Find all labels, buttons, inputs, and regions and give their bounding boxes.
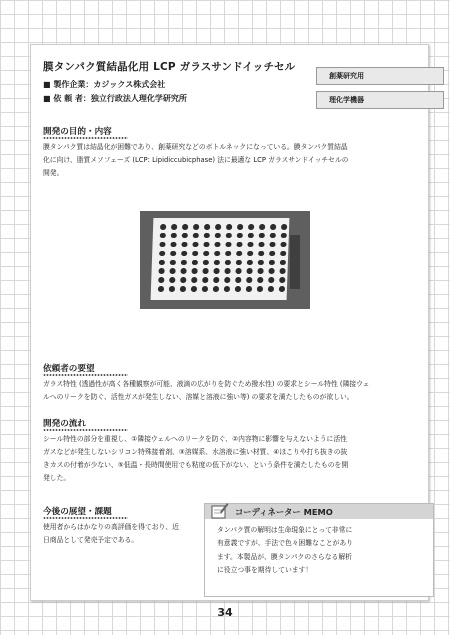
well-dot [203,251,209,257]
well-dot [202,277,208,283]
document-title: 膜タンパク質結晶化用 LCP ガラスサンドイッチセル [43,61,296,73]
well-dot [170,251,176,257]
manufacturer-line: ■ 製作企業：カジックス株式会社 [43,80,166,89]
well-dot [270,224,276,230]
text-line: 発した。 [43,474,71,482]
well-plate-image [140,211,310,309]
well-dot [281,224,287,230]
well-dot [279,268,285,274]
well-dot [258,242,264,248]
well-dot [193,233,199,239]
section-heading-flow-text: 開発の流れ [43,419,86,429]
well-dot [268,277,274,283]
well-dot [192,251,198,257]
well-dot [191,286,197,292]
well-dot [202,268,208,274]
well-dot [269,251,275,257]
well-dot [269,260,275,266]
text-line: 化に向け、脂質メソフェーズ (LCP: Lipidiccubicphase) 法に最適な LCP ガラスサンドイッチセルの [43,156,349,164]
well-dot [181,260,187,266]
well-dot [215,224,221,230]
well-dot [204,233,210,239]
well-dot [213,268,219,274]
well-dot [180,268,186,274]
well-dot [181,251,187,257]
well-dot [235,277,241,283]
well-dot [258,260,264,266]
well-dot [247,242,253,248]
well-dot [169,286,175,292]
dotted-divider [43,374,128,376]
well-dot [226,233,232,239]
flow-text [43,433,418,485]
text-line: 開発。 [43,169,64,177]
well-dot [247,260,253,266]
well-dot [213,277,219,283]
memo-header [205,504,433,519]
text-line: 使用者からはかなりの高評価を得ており、近 [43,523,179,531]
well-dot [224,268,230,274]
well-dot [159,251,165,257]
well-dot [160,224,166,230]
well-dot [193,224,199,230]
well-dot [258,251,264,257]
text-line: ガスなどが発生しないシリコン特殊接着剤、③溶媒系、水溶液に強い材質、④ほこりや打ち抜きの抜 [43,448,348,456]
well-dot [246,277,252,283]
section-heading-request [43,362,95,374]
tag-drug-discovery: 創薬研究用 [316,67,444,85]
well-dot [203,242,209,248]
dotted-divider [43,429,128,431]
well-dot [204,224,210,230]
well-dot [169,277,175,283]
request-text [43,378,418,404]
well-dot [224,286,230,292]
well-dot [171,233,177,239]
plate-edge [290,235,300,289]
well-dot [160,233,166,239]
well-dot [236,260,242,266]
well-dot [213,286,219,292]
well-dot [170,242,176,248]
page-number: 34 [217,606,233,619]
well-dot [225,242,231,248]
well-dot [269,242,275,248]
well-dot [170,260,176,266]
text-line: 膜タンパク質は結晶化が困難であり、創薬研究などのボトルネックになっている。膜タンパク質結晶 [43,143,348,151]
well-dot [169,268,175,274]
well-dot [180,277,186,283]
well-dot [235,268,241,274]
purpose-text [43,141,418,180]
section-heading-request-text: 依頼者の要望 [43,364,95,374]
well-dot [192,260,198,266]
well-dot [236,242,242,248]
well-dot [214,242,220,248]
text-line: ガラス特性 (透過性が高く各種観察が可能、液滴の広がりを防ぐため撥水性) の要求とシール特性 (隣接ウェ [43,380,370,388]
well-dot [171,224,177,230]
text-line: 有意義ですが、手法で色々困難なことがあり [217,539,353,548]
well-dot [257,286,263,292]
well-dot [246,268,252,274]
well-dot [191,268,197,274]
well-dot [268,286,274,292]
well-grid [158,224,290,295]
memo-text [217,524,427,577]
well-dot [158,277,164,283]
well-dot [225,260,231,266]
well-dot [237,233,243,239]
well-dot [191,277,197,283]
well-dot [281,233,287,239]
requester-line: ■ 依 頼 者：独立行政法人理化学研究所 [43,94,187,103]
well-dot [259,233,265,239]
well-dot [237,224,243,230]
well-dot [180,286,186,292]
well-dot [280,242,286,248]
well-dot [235,286,241,292]
well-dot [159,260,165,266]
tag-lab-equipment: 理化学機器 [316,91,444,109]
well-dot [159,242,165,248]
well-dot [248,233,254,239]
well-dot [257,268,263,274]
text-line: きカスの付着が少ない、⑤低温・長時間使用でも粘度の低下がない、という条件を満たしたものを開 [43,461,349,469]
well-dot [268,268,274,274]
text-line: ルへのリークを防ぐ、活性ガスが発生しない、溶媒と溶液に強い等) の要求を満たしたものが欲しい。 [43,393,354,401]
section-heading-outlook-text: 今後の展望・課題 [43,507,112,517]
well-dot [280,251,286,257]
well-dot [257,277,263,283]
well-dot [182,224,188,230]
well-dot [236,251,242,257]
text-line: タンパク質の解明は生命現象にとって非常に [217,526,353,534]
well-dot [224,277,230,283]
well-dot [215,233,221,239]
section-heading-purpose [43,125,112,137]
well-dot [259,224,265,230]
well-dot [280,260,286,266]
document-sheet [30,44,429,601]
well-dot [246,286,252,292]
pencil-note-icon [211,501,229,519]
well-dot [192,242,198,248]
well-dot [182,233,188,239]
text-line: ます。本製品が、膜タンパクのさらなる解析 [217,552,352,561]
glass-plate [151,218,290,300]
well-dot [214,251,220,257]
well-dot [226,224,232,230]
text-line: 日商品として発売予定である。 [43,536,139,544]
well-dot [214,260,220,266]
coordinator-memo-box [204,503,434,597]
dotted-divider [43,137,128,139]
well-dot [247,251,253,257]
well-dot [225,251,231,257]
section-heading-outlook [43,505,112,517]
well-dot [270,233,276,239]
well-dot [158,268,164,274]
section-heading-flow [43,417,86,429]
text-line: シール特性の部分を重視し、①隣接ウェルへのリークを防ぐ、②内容物に影響を与えないように活性 [43,435,347,443]
section-heading-purpose-text: 開発の目的・内容 [43,127,112,137]
well-dot [248,224,254,230]
text-line: に役立つ事を期待しています！ [217,565,313,574]
well-dot [158,286,164,292]
well-dot [202,286,208,292]
well-dot [203,260,209,266]
memo-title: コーディネーター MEMO [235,506,333,517]
well-dot [181,242,187,248]
well-dot [279,286,285,292]
well-dot [279,277,285,283]
outlook-text [43,521,198,547]
dotted-divider [43,517,128,519]
